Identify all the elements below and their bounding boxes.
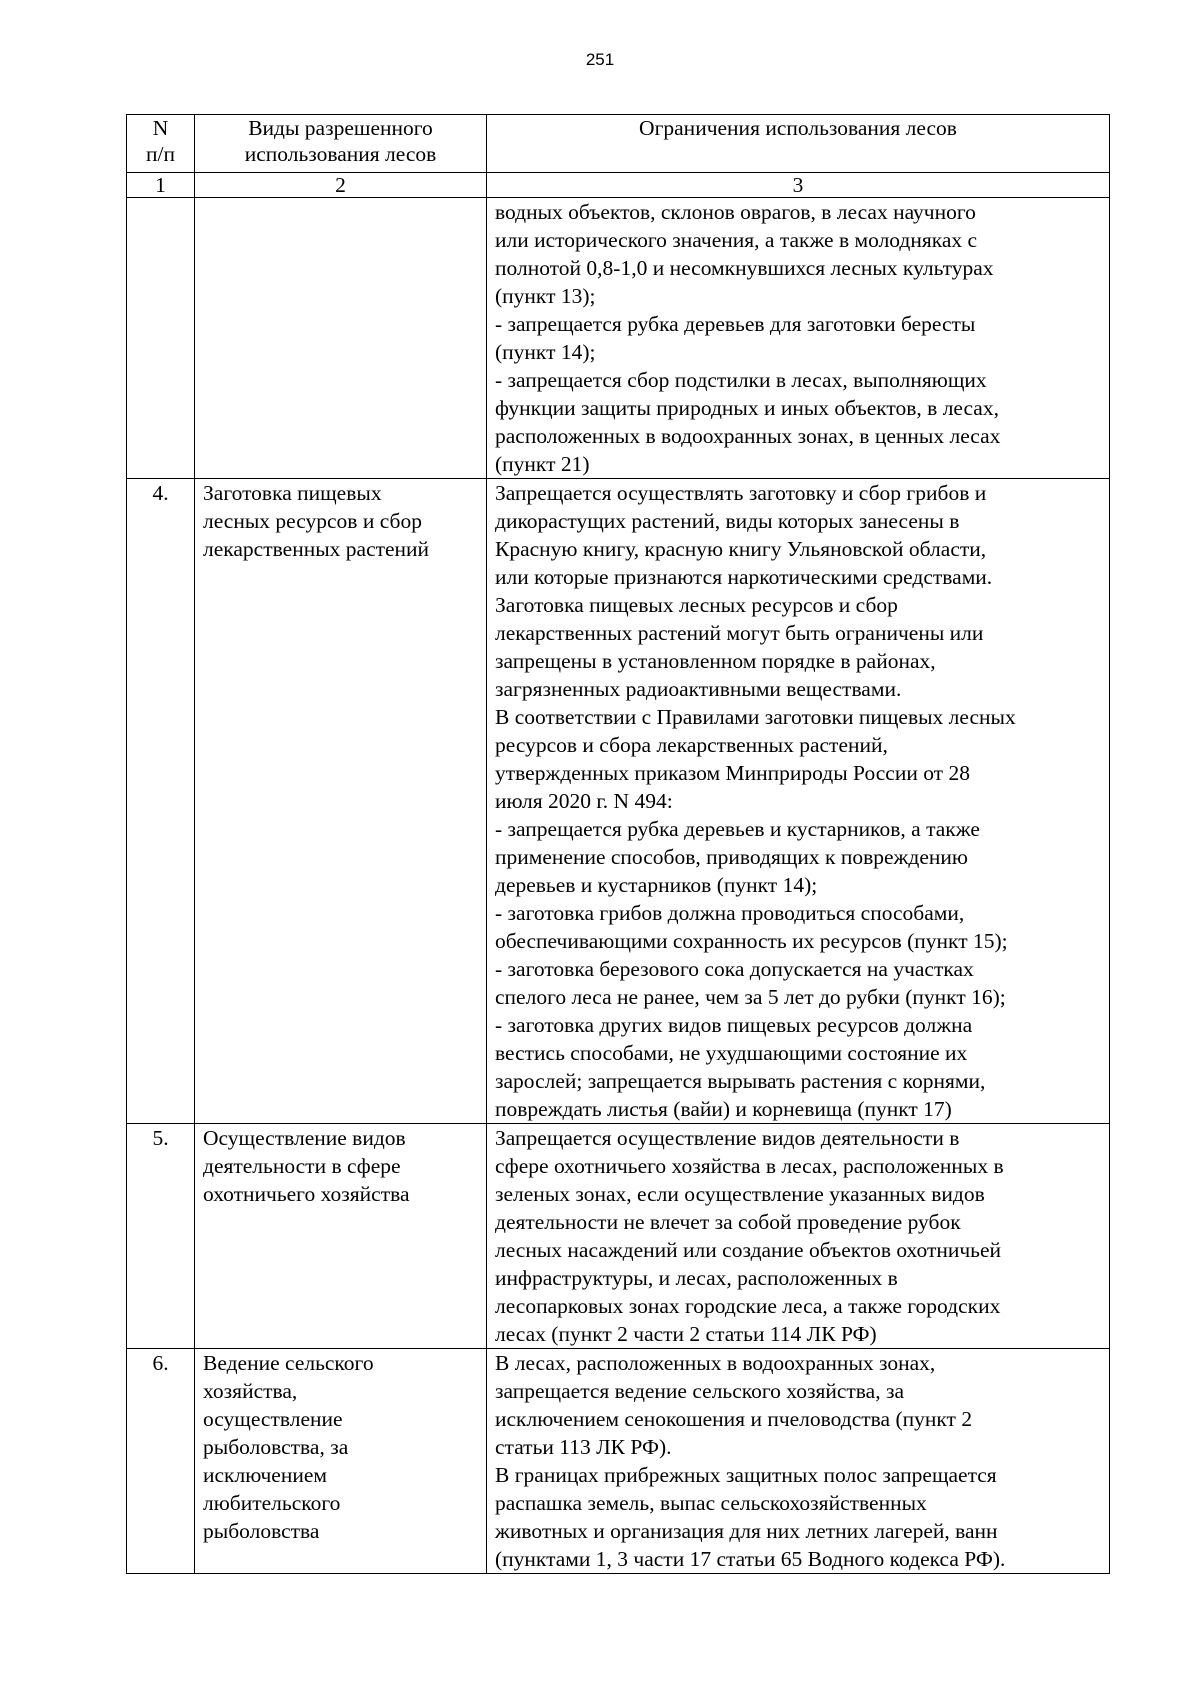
- restriction-line: применение способов, приводящих к повреждению: [495, 845, 968, 869]
- restriction-line: лесопарковых зонах городские леса, а также городских: [495, 1294, 1001, 1318]
- table-row: [127, 1349, 1110, 1574]
- restriction-line: исключением сенокошения и пчеловодства (пункт 2: [495, 1407, 973, 1431]
- restriction-line: спелого леса не ранее, чем за 5 лет до рубки (пункт 16);: [495, 985, 1006, 1009]
- restriction-line: лесных насаждений или создание объектов охотничьей: [495, 1238, 1002, 1262]
- restrictions-cell: [487, 479, 1110, 1124]
- restriction-line: деревьев и кустарников (пункт 14);: [495, 873, 818, 897]
- restriction-line: В границах прибрежных защитных полос запрещается: [495, 1463, 997, 1487]
- restrictions-cell: [487, 1124, 1110, 1349]
- restriction-line: животных и организация для них летних лагерей, ванн: [495, 1519, 998, 1543]
- restriction-line: водных объектов, склонов оврагов, в лесах научного: [495, 200, 976, 224]
- restriction-line: В соответствии с Правилами заготовки пищевых лесных: [495, 705, 1016, 729]
- header-col-restrictions: Ограничения использования лесов: [487, 115, 1110, 173]
- use-type-cell: [195, 479, 487, 1124]
- restrictions-cell: [487, 1349, 1110, 1574]
- restriction-line: (пунктами 1, 3 части 17 статьи 65 Водного кодекса РФ).: [495, 1547, 1006, 1571]
- restriction-line: загрязненных радиоактивными веществами.: [495, 677, 902, 701]
- use-type-line: Осуществление видов: [203, 1126, 406, 1150]
- column-number-1: 1: [127, 173, 195, 198]
- restriction-line: Красную книгу, красную книгу Ульяновской области,: [495, 537, 987, 561]
- restriction-line: зеленых зонах, если осуществление указанных видов: [495, 1182, 985, 1206]
- restrictions-cell: [487, 198, 1110, 479]
- use-type-line: хозяйства,: [203, 1379, 298, 1403]
- restriction-line: функции защиты природных и иных объектов, в лесах,: [495, 396, 999, 420]
- restriction-line: вестись способами, не ухудшающими состояние их: [495, 1041, 968, 1065]
- column-number-3: 3: [487, 173, 1110, 198]
- restriction-line: полнотой 0,8-1,0 и несомкнувшихся лесных культурах: [495, 256, 994, 280]
- use-type-line: Заготовка пищевых: [203, 481, 382, 505]
- use-type-line: рыболовства: [203, 1519, 320, 1543]
- row-number: [127, 198, 195, 479]
- restriction-line: или которые признаются наркотическими средствами.: [495, 565, 993, 589]
- restriction-line: дикорастущих растений, виды которых занесены в: [495, 509, 960, 533]
- restriction-line: В лесах, расположенных в водоохранных зонах,: [495, 1351, 936, 1375]
- use-type-line: деятельности в сфере: [203, 1154, 401, 1178]
- restriction-line: расположенных в водоохранных зонах, в ценных лесах: [495, 424, 1001, 448]
- restriction-line: зарослей; запрещается вырывать растения с корнями,: [495, 1069, 986, 1093]
- restriction-line: - заготовка грибов должна проводиться способами,: [495, 901, 965, 925]
- restriction-line: инфраструктуры, и лесах, расположенных в: [495, 1266, 898, 1290]
- use-type-line: охотничьего хозяйства: [203, 1182, 410, 1206]
- row-number: 6.: [127, 1349, 195, 1574]
- restriction-line: - заготовка березового сока допускается на участках: [495, 957, 974, 981]
- restriction-line: сфере охотничьего хозяйства в лесах, расположенных в: [495, 1154, 1004, 1178]
- restriction-line: распашка земель, выпас сельскохозяйственных: [495, 1491, 927, 1515]
- restriction-line: (пункт 13);: [495, 284, 596, 308]
- restriction-line: Запрещается осуществление видов деятельности в: [495, 1126, 960, 1150]
- column-number-2: 2: [195, 173, 487, 198]
- restriction-line: - запрещается рубка деревьев и кустарников, а также: [495, 817, 980, 841]
- restriction-line: ресурсов и сбора лекарственных растений,: [495, 733, 888, 757]
- use-type-line: лекарственных растений: [203, 537, 430, 561]
- forest-use-restrictions-table: [126, 114, 1110, 1574]
- column-numbers-row: [127, 173, 1110, 198]
- restriction-line: лесах (пункт 2 части 2 статьи 114 ЛК РФ): [495, 1322, 877, 1346]
- restriction-line: (пункт 21): [495, 452, 590, 476]
- use-type-line: Ведение сельского: [203, 1351, 374, 1375]
- table-row: [127, 479, 1110, 1124]
- page-number: 251: [585, 50, 615, 69]
- use-type-cell: [195, 1349, 487, 1574]
- use-type-line: рыболовства, за: [203, 1435, 349, 1459]
- header-col-use-type: Виды разрешенного использования лесов: [195, 115, 487, 173]
- table-row: [127, 198, 1110, 479]
- restriction-line: утвержденных приказом Минприроды России от 28: [495, 761, 970, 785]
- restriction-line: запрещается ведение сельского хозяйства, за: [495, 1379, 904, 1403]
- restriction-line: Запрещается осуществлять заготовку и сбор грибов и: [495, 481, 987, 505]
- restriction-line: обеспечивающими сохранность их ресурсов (пункт 15);: [495, 929, 1008, 953]
- restriction-line: лекарственных растений могут быть ограничены или: [495, 621, 984, 645]
- restriction-line: запрещены в установленном порядке в районах,: [495, 649, 936, 673]
- row-number: 4.: [127, 479, 195, 1124]
- use-type-line: любительского: [203, 1491, 341, 1515]
- row-number: 5.: [127, 1124, 195, 1349]
- use-type-line: лесных ресурсов и сбор: [203, 509, 422, 533]
- restriction-line: Заготовка пищевых лесных ресурсов и сбор: [495, 593, 898, 617]
- restriction-line: - заготовка других видов пищевых ресурсов должна: [495, 1013, 973, 1037]
- use-type-line: осуществление: [203, 1407, 343, 1431]
- restriction-line: статьи 113 ЛК РФ).: [495, 1435, 672, 1459]
- restriction-line: повреждать листья (вайи) и корневища (пункт 17): [495, 1097, 952, 1121]
- restriction-line: июля 2020 г. N 494:: [495, 789, 673, 813]
- restriction-line: или исторического значения, а также в молодняках с: [495, 228, 978, 252]
- header-col-number: N п/п: [127, 115, 195, 173]
- table-header-row: [127, 115, 1110, 173]
- use-type-line: исключением: [203, 1463, 327, 1487]
- restriction-line: (пункт 14);: [495, 340, 596, 364]
- use-type-cell: [195, 198, 487, 479]
- restriction-line: деятельности не влечет за собой проведение рубок: [495, 1210, 961, 1234]
- restriction-line: - запрещается сбор подстилки в лесах, выполняющих: [495, 368, 987, 392]
- use-type-cell: [195, 1124, 487, 1349]
- table-row: [127, 1124, 1110, 1349]
- restriction-line: - запрещается рубка деревьев для заготовки бересты: [495, 312, 976, 336]
